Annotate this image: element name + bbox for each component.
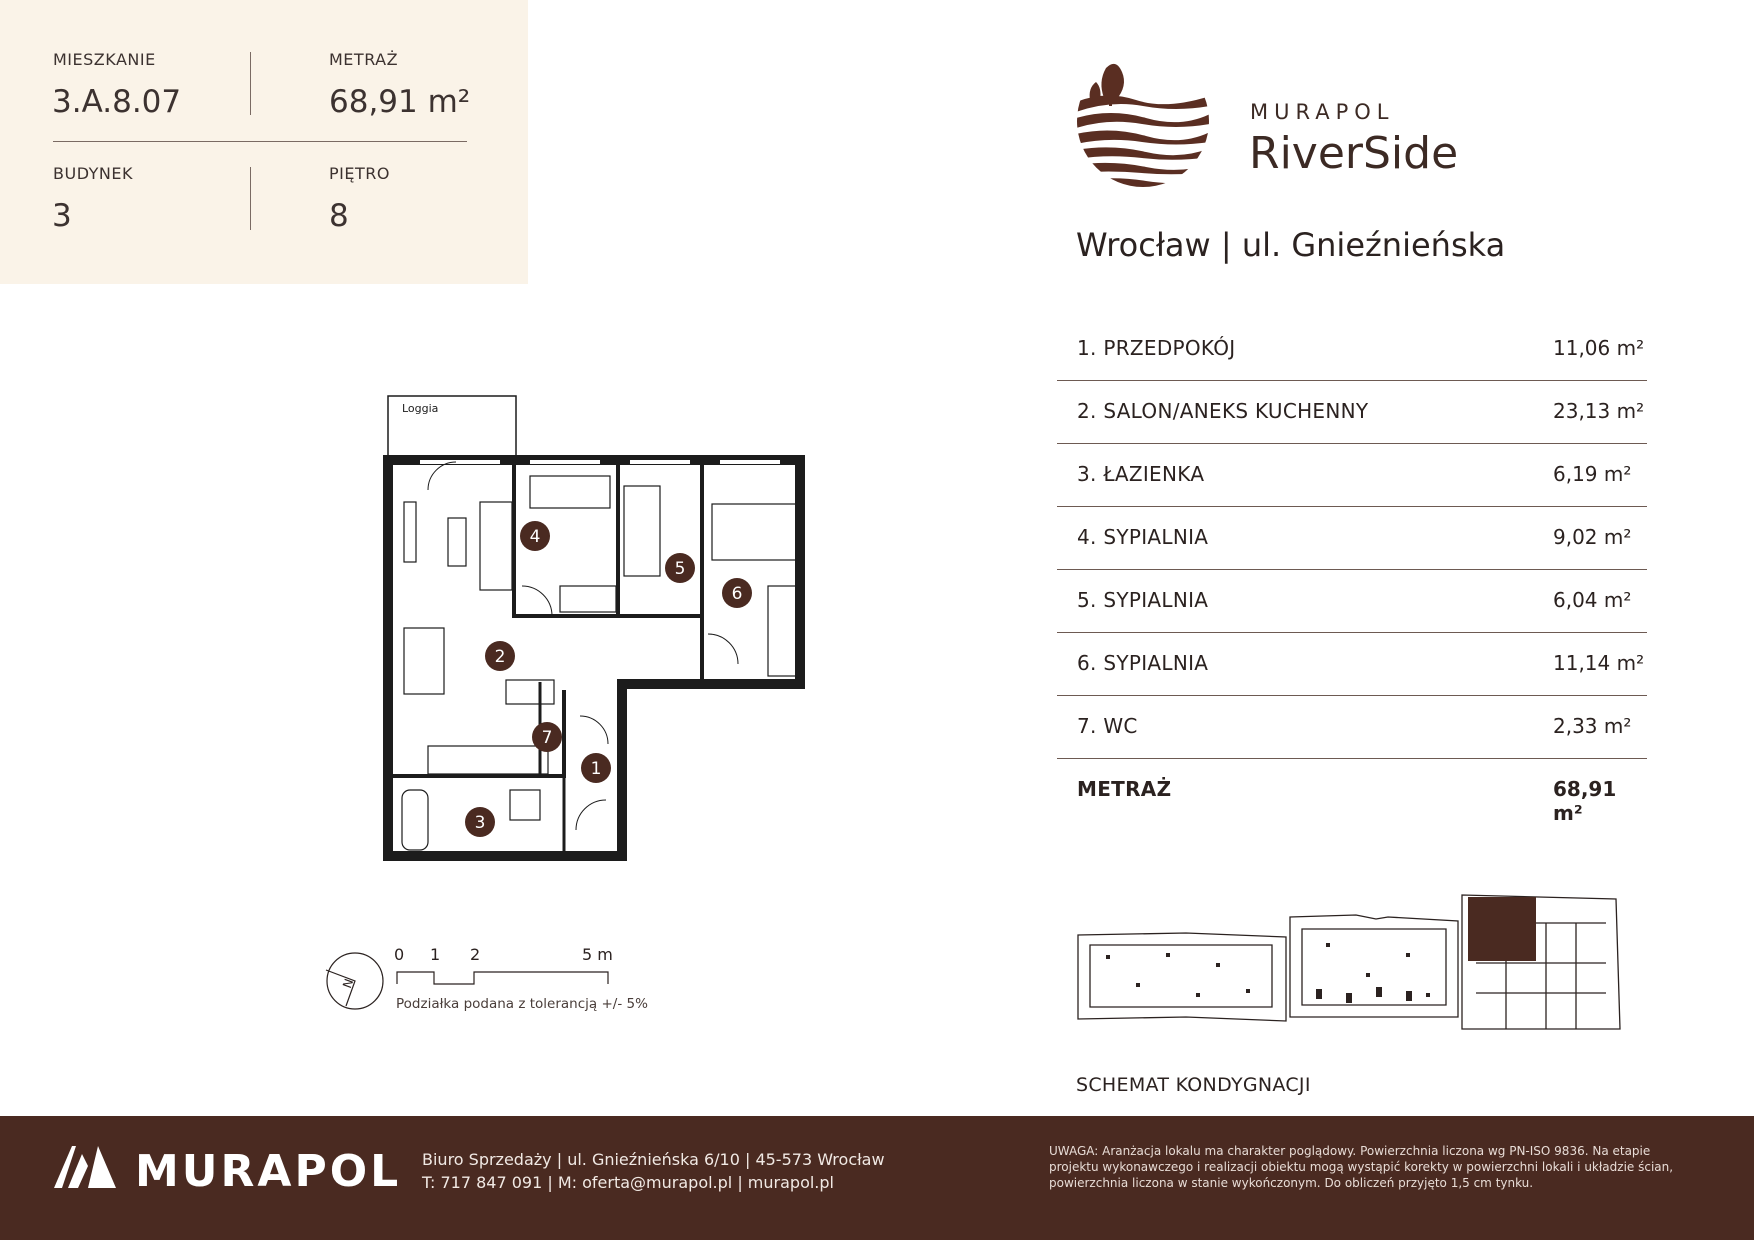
- room-number-5: 5: [674, 559, 686, 579]
- divider: [250, 52, 251, 115]
- table-row: [1057, 633, 1647, 696]
- room-area: 6,04 m²: [1553, 588, 1632, 612]
- room-name: 5. SYPIALNIA: [1077, 588, 1209, 612]
- riverside-logo-mark: [1076, 54, 1210, 188]
- table-row: [1057, 444, 1647, 507]
- room-area: 6,19 m²: [1553, 462, 1632, 486]
- floor-label: PIĘTRO: [329, 164, 390, 183]
- scale-tick-2: 2: [470, 945, 481, 964]
- room-name: 4. SYPIALNIA: [1077, 525, 1209, 549]
- scale-bar: [396, 968, 610, 986]
- room-number-6: 6: [731, 584, 743, 604]
- apartment-label: MIESZKANIE: [53, 50, 156, 69]
- room-area-table: [1057, 318, 1647, 825]
- murapol-logo-icon: [54, 1144, 116, 1190]
- total-area: 68,91 m²: [1553, 777, 1617, 825]
- table-row: [1057, 570, 1647, 633]
- table-row: [1057, 696, 1647, 759]
- total-label: METRAŻ: [1077, 777, 1172, 801]
- room-number-3: 3: [474, 813, 486, 833]
- floor-schema-title: SCHEMAT KONDYGNACJI: [1076, 1074, 1311, 1096]
- room-number-2: 2: [494, 647, 506, 667]
- contact-line: T: 717 847 091 | M: oferta@murapol.pl | murapol.pl: [422, 1173, 834, 1192]
- room-name: 6. SYPIALNIA: [1077, 651, 1209, 675]
- footer-brand-name: MURAPOL: [135, 1146, 402, 1197]
- scale-tick-5m: 5 m: [582, 945, 613, 964]
- sales-office-address: Biuro Sprzedaży | ul. Gnieźnieńska 6/10 | 45-573 Wrocław: [422, 1150, 885, 1169]
- room-name: 2. SALON/ANEKS KUCHENNY: [1077, 399, 1369, 423]
- room-area: 2,33 m²: [1553, 714, 1632, 738]
- apartment-number: 3.A.8.07: [52, 84, 182, 120]
- room-name: 1. PRZEDPOKÓJ: [1077, 336, 1236, 360]
- svg-text:N: N: [340, 976, 357, 991]
- room-area: 11,06 m²: [1553, 336, 1645, 360]
- room-name: 3. ŁAZIENKA: [1077, 462, 1205, 486]
- building-label: BUDYNEK: [53, 164, 133, 183]
- scale-tick-0: 0: [394, 945, 405, 964]
- building-value: 3: [52, 198, 72, 234]
- footer: [0, 1116, 1754, 1240]
- loggia-label: Loggia: [402, 402, 439, 415]
- table-row: [1057, 381, 1647, 444]
- apartment-info-panel: [0, 0, 528, 284]
- room-name: 7. WC: [1077, 714, 1138, 738]
- floor-schema-diagram: [1076, 893, 1628, 1033]
- table-row: [1057, 507, 1647, 570]
- scale-tick-1: 1: [430, 945, 441, 964]
- apartment-highlight: [1468, 897, 1536, 961]
- area-label: METRAŻ: [329, 50, 399, 69]
- exterior-wall: [388, 460, 800, 856]
- scale-tolerance-note: Podziałka podana z tolerancją +/- 5%: [396, 996, 648, 1012]
- room-area: 11,14 m²: [1553, 651, 1645, 675]
- disclaimer-note: UWAGA: Aranżacja lokalu ma charakter poglądowy. Powierzchnia liczona wg PN-ISO 9836. Na etapie projektu wykonawczego i realizacji obiektu mogą wystąpić korekty w powierzchni lokali i układzie ścian, powierzchnia liczona w stanie wykończonym. Do obliczeń przyjęto 1,5 cm tynku.: [1049, 1144, 1674, 1190]
- divider: [250, 167, 251, 230]
- room-area: 23,13 m²: [1553, 399, 1645, 423]
- room-number-1: 1: [590, 759, 602, 779]
- floor-plan: [380, 390, 810, 870]
- north-arrow-icon: [322, 948, 388, 1014]
- table-row: [1057, 318, 1647, 381]
- divider: [53, 141, 467, 142]
- room-area: 9,02 m²: [1553, 525, 1632, 549]
- total-row: [1057, 759, 1647, 825]
- room-number-4: 4: [529, 527, 541, 547]
- brand-name-small: MURAPOL: [1250, 100, 1395, 124]
- area-value: 68,91 m²: [329, 84, 471, 120]
- floor-value: 8: [329, 198, 349, 234]
- room-number-7: 7: [541, 728, 553, 748]
- brand-name-riverside: RiverSide: [1249, 128, 1459, 179]
- location-address: Wrocław | ul. Gnieźnieńska: [1076, 226, 1506, 264]
